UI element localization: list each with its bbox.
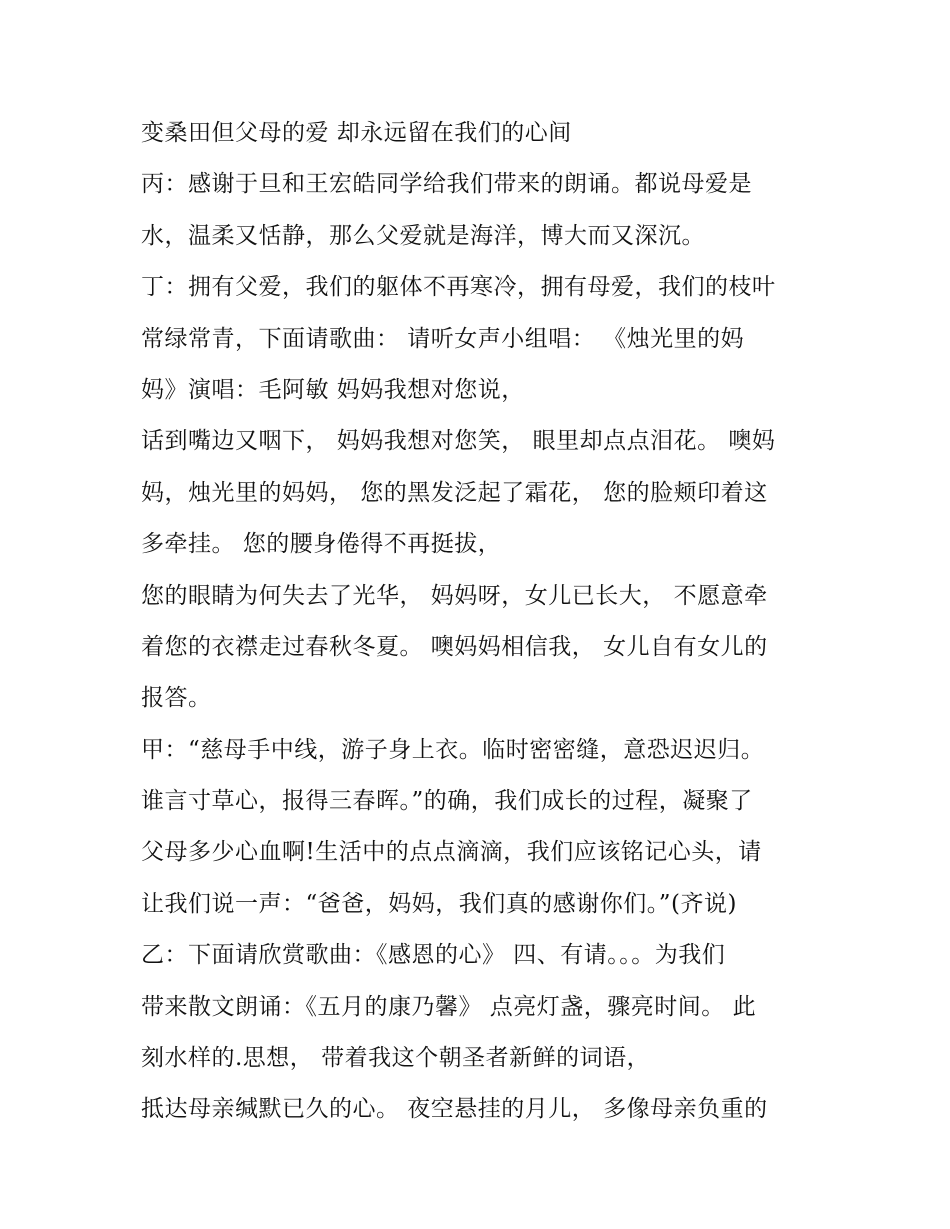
text-line: 丙：感谢于旦和王宏皓同学给我们带来的朗诵。都说母爱是 [141,171,752,198]
text-line: 刻水样的.思想， 带着我这个朝圣者新鲜的词语， [141,1045,651,1072]
text-line: 报答。 [141,685,212,712]
text-line: 妈，烛光里的妈妈， 您的黑发泛起了霜花， 您的脸颊印着这 [141,479,768,506]
text-line: 您的眼睛为何失去了光华， 妈妈呀，女儿已长大， 不愿意牵 [141,582,768,609]
text-line: 丁：拥有父爱，我们的躯体不再寒冷，拥有母爱，我们的枝叶 [141,274,776,301]
text-line: 乙：下面请欣赏歌曲：《感恩的心》 四、有请。。。为我们 [141,942,726,969]
text-line: 变桑田但父母的爱 却永远留在我们的心间 [141,120,572,146]
text-line: 话到嘴边又咽下， 妈妈我想对您笑， 眼里却点点泪花。 噢妈 [141,428,776,455]
text-line: 水，温柔又恬静，那么父爱就是海洋，博大而又深沉。 [141,222,705,249]
text-line: 甲：“慈母手中线，游子身上衣。临时密密缝，意恐迟迟归。 [141,736,765,763]
document-body-text [141,108,821,1136]
text-line: 抵达母亲缄默已久的心。 夜空悬挂的月儿， 多像母亲负重的 [141,1096,768,1123]
text-line: 常绿常青，下面请歌曲： 请听女声小组唱： 《烛光里的妈 [141,325,745,352]
text-line: 带来散文朗诵：《五月的康乃馨》 点亮灯盏，骤亮时间。 此 [141,993,757,1020]
text-line: 着您的衣襟走过春秋冬夏。 噢妈妈相信我， 女儿自有女儿的 [141,633,768,660]
text-line: 让我们说一声：“爸爸，妈妈，我们真的感谢你们。”(齐说) [141,890,737,917]
text-line: 妈》演唱：毛阿敏 妈妈我想对您说， [141,376,525,403]
text-line: 父母多少心血啊!生活中的点点滴滴，我们应该铭记心头，请 [141,839,762,866]
text-line: 多牵挂。 您的腰身倦得不再挺拔， [141,531,502,558]
text-line: 谁言寸草心，报得三春晖。”的确，我们成长的过程，凝聚了 [141,788,753,815]
